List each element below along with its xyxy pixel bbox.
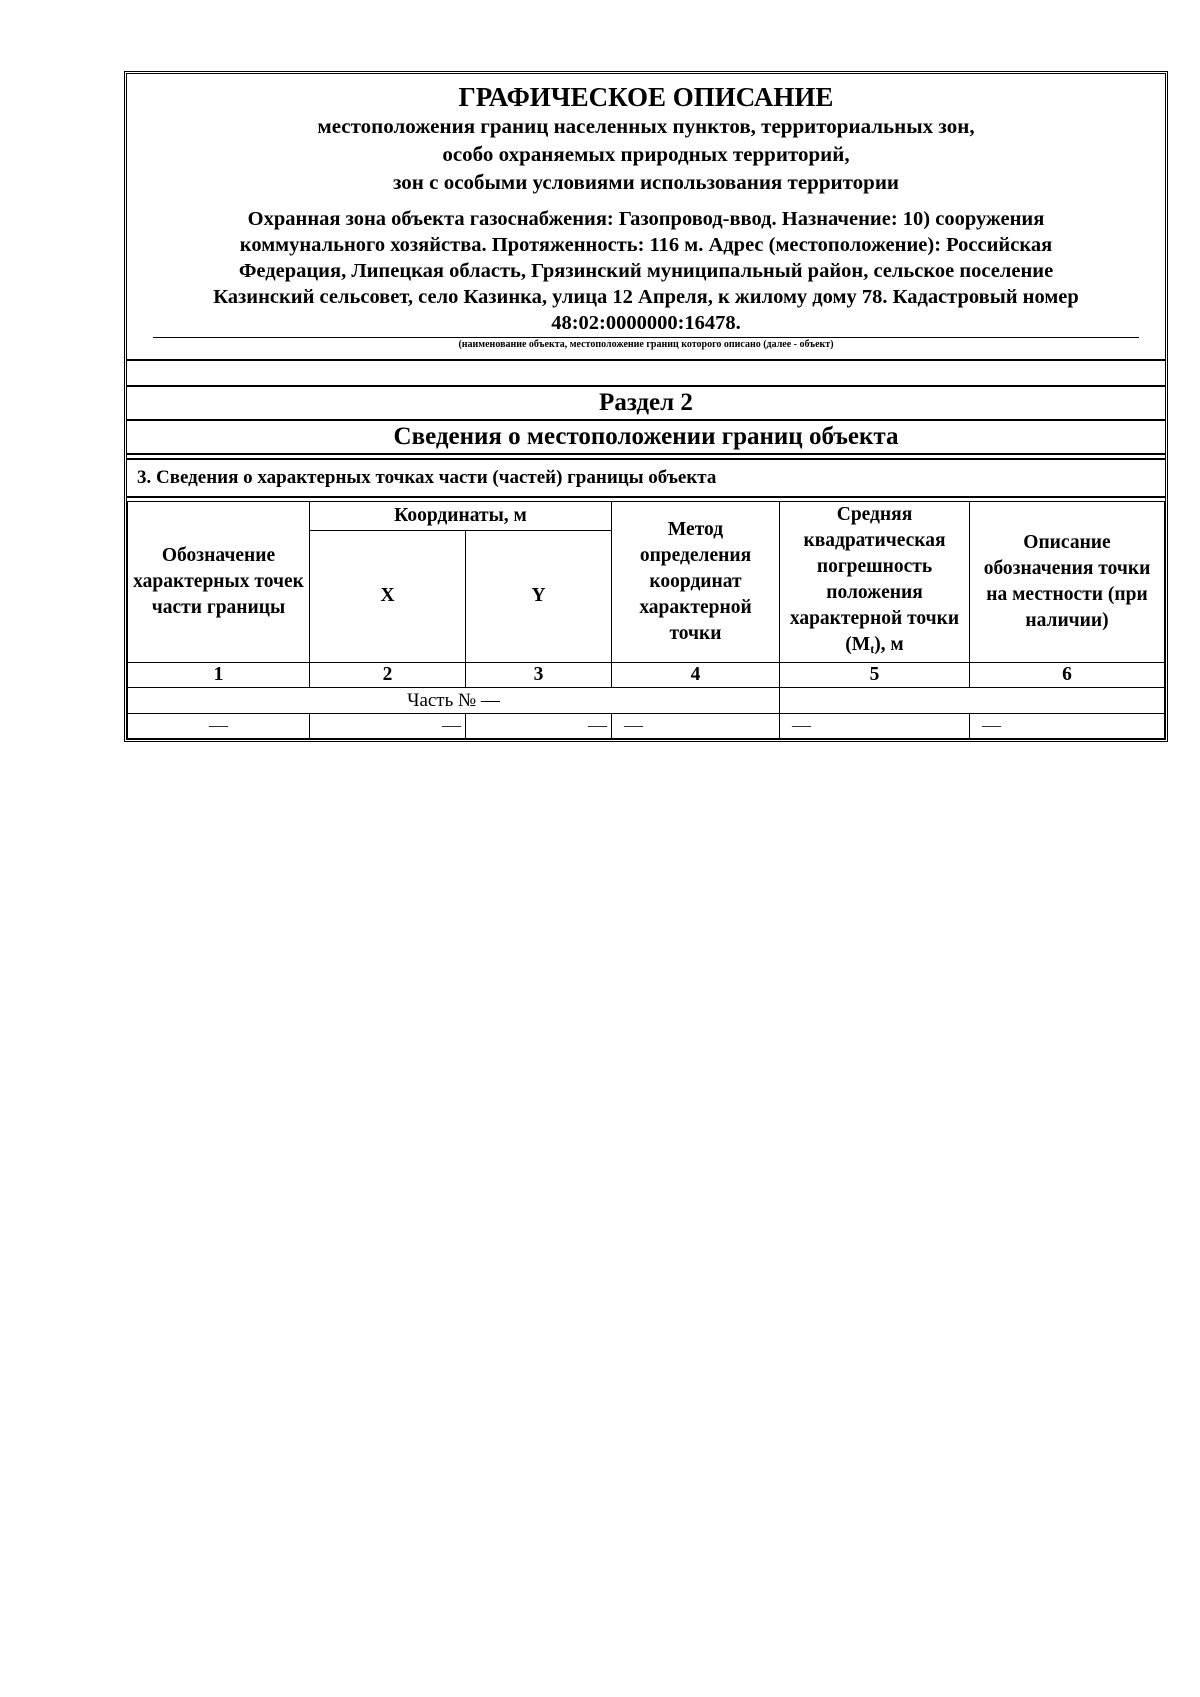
part-row <box>128 688 1165 714</box>
column-number: 1 <box>128 663 310 688</box>
header-description: Описание обозначения точки на местности (при наличии) <box>970 502 1165 663</box>
object-line: коммунального хозяйства. Протяженность: 116 м. Адрес (местоположение): Российская <box>239 234 1053 256</box>
header-coordinates: Координаты, м <box>310 502 612 531</box>
column-number: 5 <box>780 663 970 688</box>
section-name: Сведения о местоположении границ объекта <box>127 421 1165 455</box>
object-note: (наименование объекта, местоположение границ которого описано (далее - объект) <box>458 339 834 350</box>
object-description <box>143 206 1149 336</box>
subtitle-line: зон с особыми условиями использования территории <box>392 170 900 194</box>
column-number-row <box>128 663 1165 688</box>
column-number: 3 <box>466 663 612 688</box>
table-cell: — <box>310 714 466 739</box>
header-x: X <box>310 530 466 662</box>
object-line: Федерация, Липецкая область, Грязинский муниципальный район, сельское поселение <box>238 260 1054 282</box>
table-cell: — <box>780 714 970 739</box>
header-error-text: Средняя квадратическая погрешность положения характерной точки (M <box>789 504 960 655</box>
header-block <box>127 74 1165 361</box>
column-number: 4 <box>612 663 780 688</box>
header-method: Метод определения координат характерной точки <box>612 502 780 663</box>
header-y: Y <box>466 530 612 662</box>
document-frame <box>124 71 1168 742</box>
table-cell: — <box>612 714 780 739</box>
column-number: 2 <box>310 663 466 688</box>
table-row <box>128 714 1165 739</box>
header-designation: Обозначение характерных точек части границы <box>128 502 310 663</box>
object-line: 48:02:0000000:16478. <box>551 312 741 334</box>
object-line: Казинский сельсовет, село Казинка, улица 12 Апреля, к жилому дому 78. Кадастровый номер <box>213 286 1079 308</box>
table-cell: — <box>970 714 1165 739</box>
header-error-subscript: t <box>870 642 875 656</box>
points-table <box>127 501 1165 739</box>
column-number: 6 <box>970 663 1165 688</box>
document-title: ГРАФИЧЕСКОЕ ОПИСАНИЕ <box>458 82 834 112</box>
object-underline <box>153 337 1139 338</box>
subtitle-line: местоположения границ населенных пунктов, территориальных зон, <box>317 114 975 138</box>
header-error-suffix: ), м <box>874 634 904 655</box>
table-cell: — <box>466 714 612 739</box>
subtitle-line: особо охраняемых природных территорий, <box>442 142 850 166</box>
section-number: Раздел 2 <box>127 385 1165 421</box>
table-cell: — <box>128 714 310 739</box>
object-line: Охранная зона объекта газоснабжения: Газопровод-ввод. Назначение: 10) сооружения <box>247 208 1045 230</box>
part-label: Часть № — <box>128 688 780 714</box>
subsection-title: 3. Сведения о характерных точках части (частей) границы объекта <box>127 458 1165 498</box>
header-error <box>780 502 970 663</box>
part-empty-cell <box>780 688 1165 714</box>
document-subtitle <box>143 112 1149 196</box>
